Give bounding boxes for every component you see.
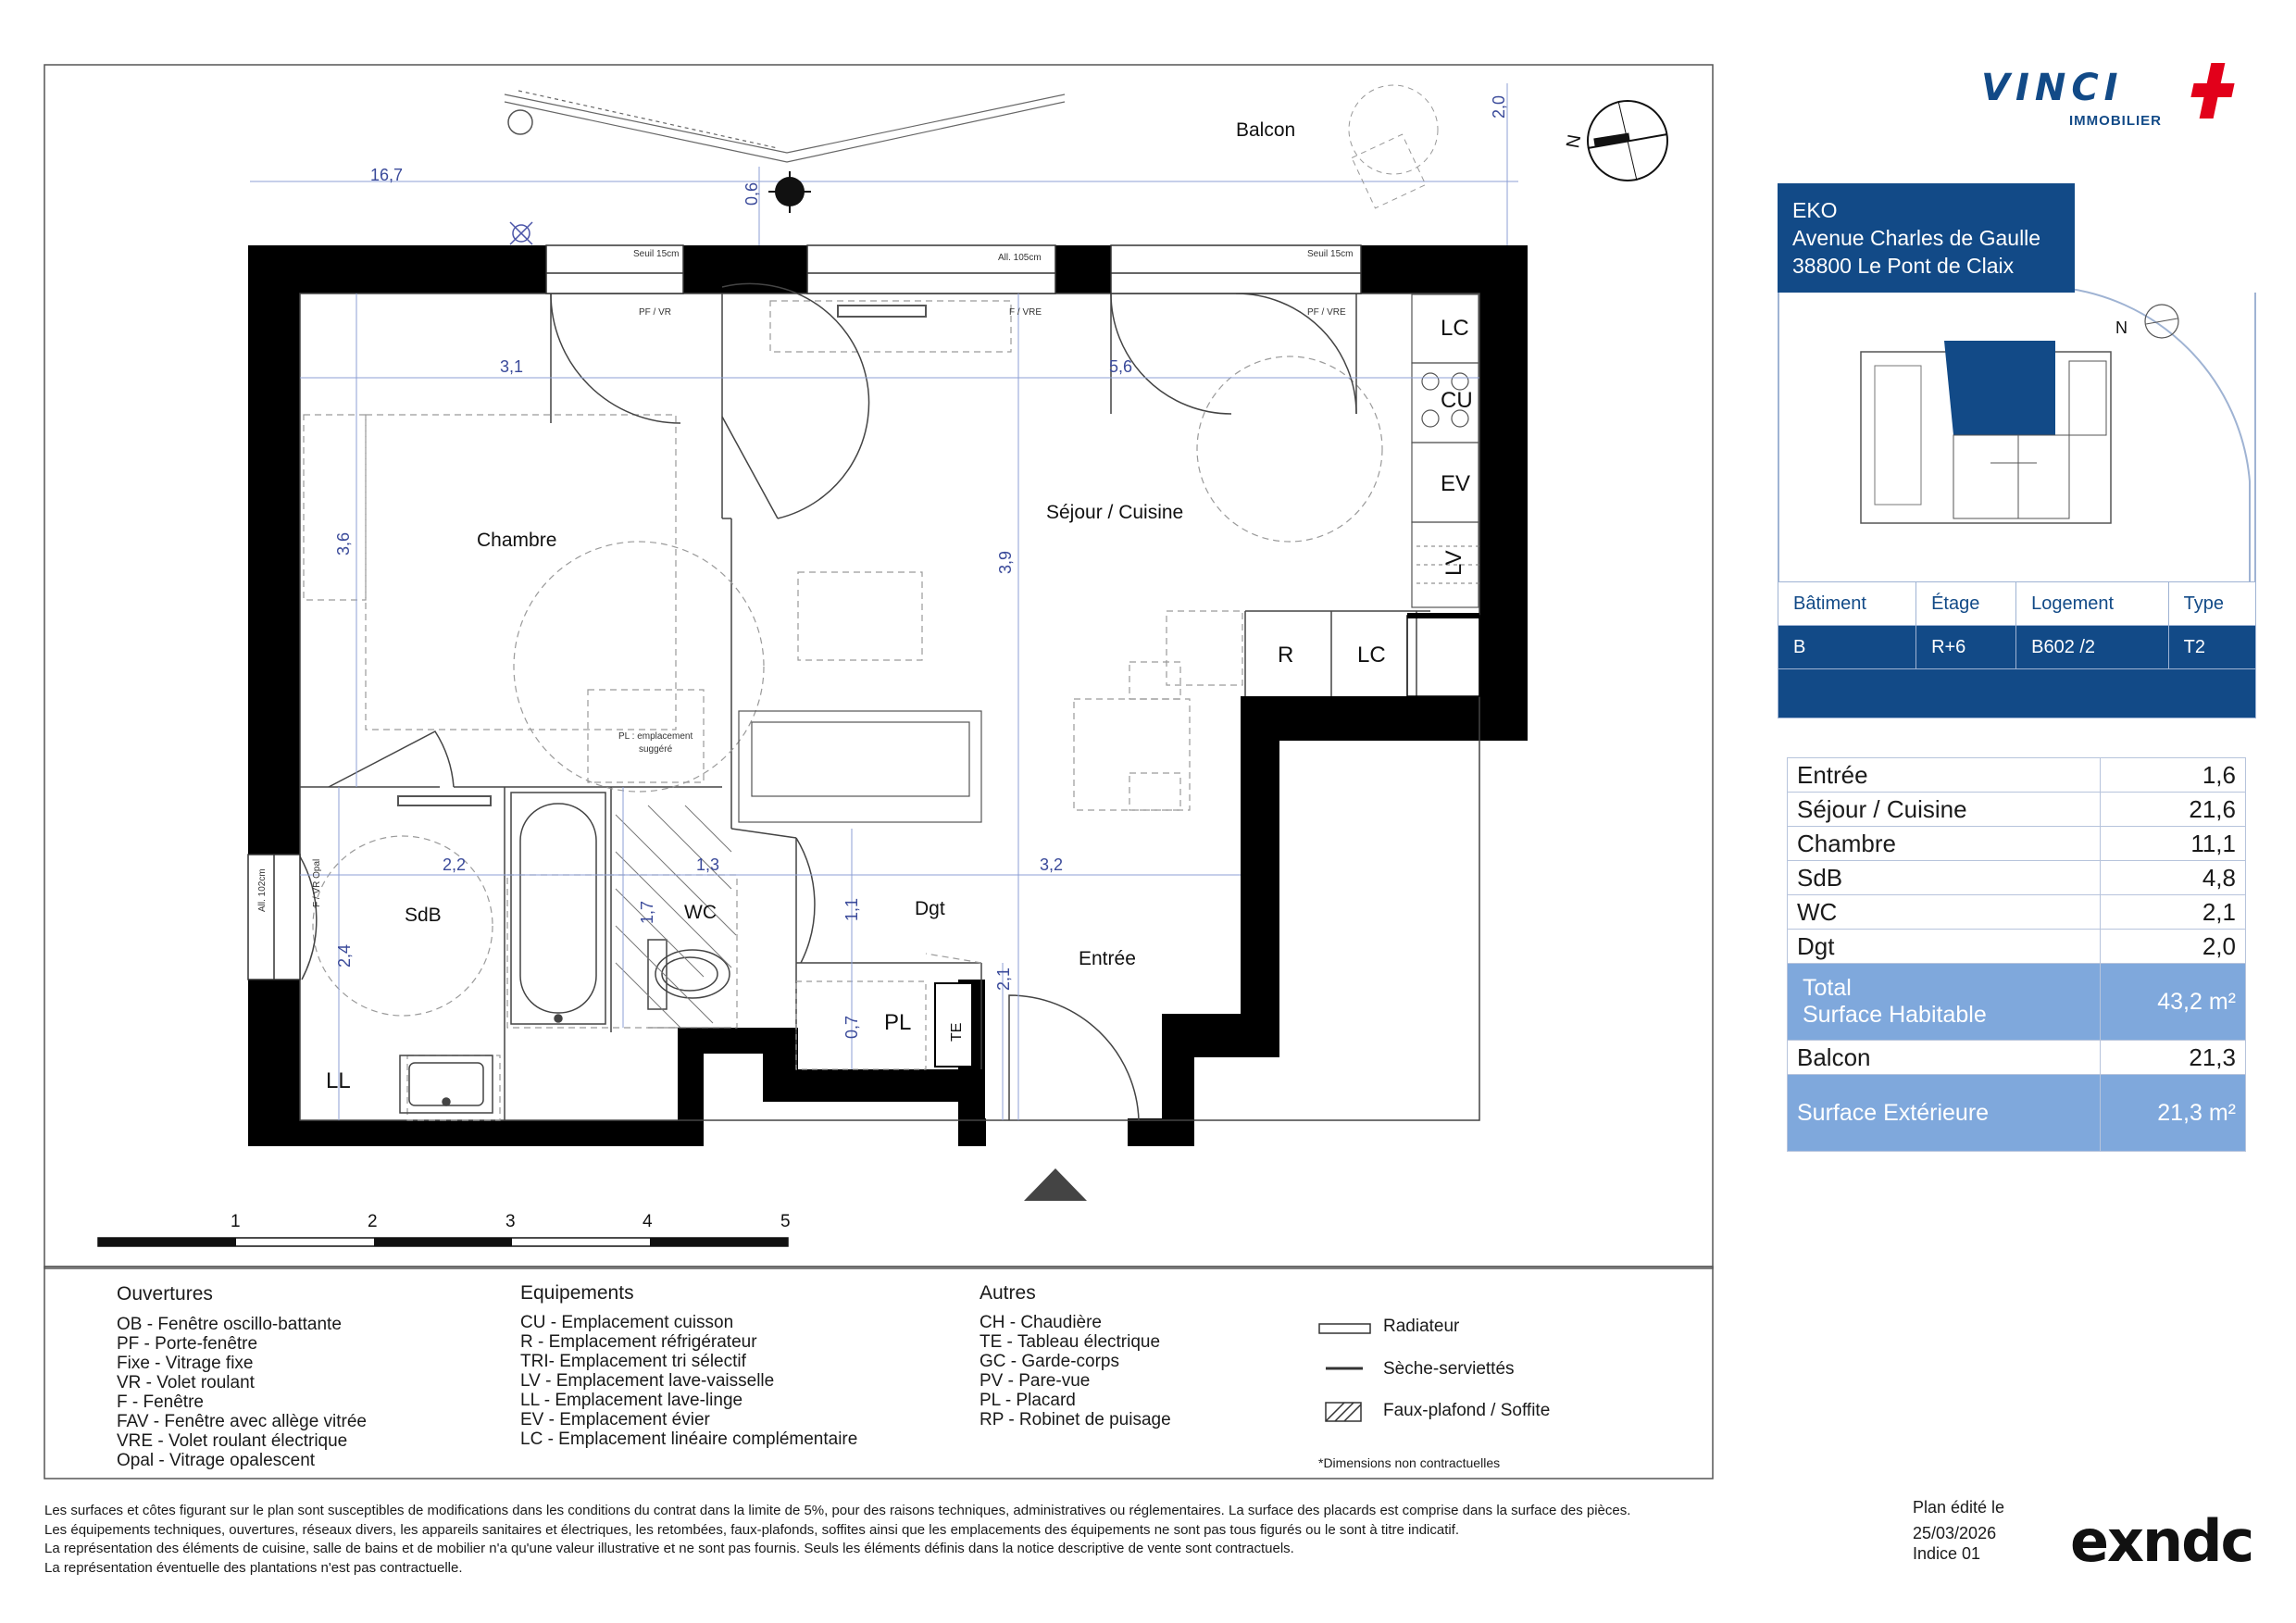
eq-ll: LL — [326, 1068, 351, 1093]
dim-1-3: 1,3 — [696, 855, 720, 874]
vinci-wordmark: VINCI — [1981, 67, 2124, 109]
eq-lc-2: LC — [1357, 643, 1386, 668]
note-fvre: F / VRE — [1009, 307, 1042, 318]
svg-text:2: 2 — [368, 1212, 378, 1231]
ext-label: Surface Extérieure — [1788, 1075, 2101, 1152]
info-header-logement: Logement — [2016, 582, 2169, 626]
ext-value: 21,3 m² — [2101, 1075, 2246, 1152]
legend-symbol-seche-serviettes: Sèche-serviettés — [1383, 1359, 1515, 1379]
area-row: SdB 4,8 — [1788, 861, 2246, 895]
room-balcon: Balcon — [1236, 119, 1296, 141]
note-pfvr: PF / VR — [639, 307, 672, 318]
note-all-105: All. 105cm — [998, 253, 1042, 263]
dim-3-6: 3,6 — [334, 531, 353, 556]
vinci-cross-icon — [2192, 63, 2233, 119]
legend-equipements-title: Equipements — [520, 1282, 634, 1304]
info-header-batiment: Bâtiment — [1778, 582, 1916, 626]
room-sdb: SdB — [405, 905, 442, 926]
windows — [248, 245, 1361, 980]
entrance-arrow-icon — [1024, 1168, 1087, 1201]
eq-cu: CU — [1441, 388, 1473, 413]
scale-bar — [98, 1212, 791, 1246]
project-address-2: 38800 Le Pont de Claix — [1792, 254, 2015, 278]
dim-2-0: 2,0 — [1490, 94, 1508, 119]
area-row: WC 2,1 — [1788, 895, 2246, 930]
project-box — [1778, 183, 2075, 293]
dimension-lines — [300, 83, 1507, 1120]
svg-text:N: N — [2115, 318, 2128, 337]
vinci-immobilier-label: IMMOBILIER — [2069, 113, 2162, 129]
area-ext-row — [1788, 1075, 2246, 1152]
dim-0-6: 0,6 — [742, 181, 761, 206]
note-all-102: All. 102cm — [257, 868, 268, 912]
area-row: Chambre 11,1 — [1788, 827, 2246, 861]
eq-ev: EV — [1441, 471, 1471, 496]
note-seuil-1: Seuil 15cm — [633, 249, 680, 259]
svg-text:3: 3 — [505, 1212, 516, 1231]
area-total-row — [1788, 964, 2246, 1041]
legend-ouvertures-list: OB - Fenêtre oscillo-battante PF - Porte-fenêtre Fixe - Vitrage fixe VR - Volet roulant F - Fenêtre FAV - Fenêtre avec allège vitrée VRE - Volet roulant électrique Opal - Vitrage opalescent — [117, 1315, 367, 1470]
wc-hatch — [616, 805, 736, 1028]
note-fvr-opal: F / VR Opal — [312, 858, 322, 907]
dim-3-1: 3,1 — [500, 357, 524, 376]
architect-wordmark: exndc — [2070, 1507, 2253, 1575]
eq-pl: PL — [884, 1010, 912, 1035]
dim-16-7: 16,7 — [370, 166, 404, 184]
room-dgt: Dgt — [915, 898, 945, 919]
room-entree: Entrée — [1079, 948, 1136, 969]
dim-note: *Dimensions non contractuelles — [1318, 1455, 1501, 1470]
legend-autres-list: CH - Chaudière TE - Tableau électrique GC - Garde-corps PV - Pare-vue PL - Placard RP - Robinet de puisage — [980, 1313, 1171, 1429]
note-pfvre: PF / VRE — [1307, 307, 1346, 318]
project-name: EKO — [1792, 198, 1838, 222]
plan-edited-label: Plan édité le — [1913, 1498, 2005, 1517]
eq-lv: LV — [1441, 550, 1466, 576]
area-balcon-row: Balcon 21,3 — [1788, 1041, 2246, 1075]
dim-2-4: 2,4 — [335, 943, 354, 968]
room-wc: WC — [684, 902, 717, 923]
plan-edited-block — [1913, 1494, 2004, 1561]
architect-logo — [2070, 1507, 2252, 1575]
light-marker — [510, 222, 532, 244]
eq-te: TE — [949, 1022, 965, 1042]
washbasin — [400, 1055, 493, 1113]
note-pl-2: suggéré — [639, 744, 673, 755]
dim-3-2: 3,2 — [1040, 855, 1064, 874]
plan-date: 25/03/2026 — [1913, 1524, 1997, 1542]
dim-1-7: 1,7 — [638, 900, 656, 924]
bathtub — [511, 793, 605, 1024]
info-value-logement: B602 /2 — [2016, 626, 2169, 669]
dim-2-1: 2,1 — [994, 967, 1013, 991]
info-header-etage: Étage — [1916, 582, 2016, 626]
note-seuil-2: Seuil 15cm — [1307, 249, 1354, 259]
doors — [300, 283, 1356, 1120]
plan-indice: Indice 01 — [1913, 1544, 1981, 1563]
note-pl-1: PL : emplacement — [618, 731, 693, 742]
room-chambre: Chambre — [477, 530, 557, 551]
area-table — [1787, 757, 2246, 1152]
sofa — [739, 711, 981, 822]
area-row: Dgt 2,0 — [1788, 930, 2246, 964]
svg-text:N: N — [1563, 132, 1586, 150]
legend-autres-title: Autres — [980, 1282, 1036, 1304]
dim-3-9: 3,9 — [996, 550, 1015, 574]
info-value-type: T2 — [2168, 626, 2255, 669]
dim-0-7: 0,7 — [842, 1015, 861, 1039]
total-value: 43,2 m² — [2101, 964, 2246, 1041]
balcony-outline — [250, 91, 1518, 181]
legend-ouvertures-title: Ouvertures — [117, 1283, 213, 1305]
total-label-1: Total — [1803, 975, 1852, 1001]
svg-text:5: 5 — [780, 1212, 791, 1231]
legend-equipements-list: CU - Emplacement cuisson R - Emplacement réfrigérateur TRI- Emplacement tri sélectif LV - Emplacement lave-vaisselle LL - Emplacement lave-linge EV - Emplacement évier LC - Emplacement linéaire complémentaire — [520, 1313, 858, 1449]
eq-lc-1: LC — [1441, 316, 1469, 341]
eq-r: R — [1278, 643, 1294, 668]
legend-symbol-faux-plafond: Faux-plafond / Soffite — [1383, 1401, 1551, 1420]
info-table — [1778, 581, 2256, 718]
info-value-batiment: B — [1778, 626, 1916, 669]
dim-1-1: 1,1 — [842, 897, 861, 921]
area-row: Séjour / Cuisine 21,6 — [1788, 793, 2246, 827]
disclaimer: Les surfaces et côtes figurant sur le plan sont susceptibles de modifications dans les conditions du contrat dans la limite de 5%, pour des raisons techniques, administratives ou réglementaires. La surface des placards est comprise dans la surface des pièces. Les équipements techniques, ouvertures, réseaux divers, les appareils sanitaires et électriques, les retombées, faux-plafonds, soffites ainsi que les emplacements des équipements ne sont pas tous figurés ou le sont à titre indicatif. La représentation des éléments de cuisine, salle de bains et de mobilier n'a qu'une valeur illustrative et ne sont pas fournis. Seuls les éléments définis dans la notice descriptive de vente sont contractuels. La représentation éventuelle des plantations n'est pas contractuelle. — [44, 1503, 1631, 1576]
room-sejour: Séjour / Cuisine — [1046, 502, 1184, 523]
info-header-type: Type — [2168, 582, 2255, 626]
area-row: Entrée 1,6 — [1788, 758, 2246, 793]
column-marker — [508, 110, 532, 134]
compass-icon — [1563, 101, 1667, 181]
vinci-logo — [1981, 63, 2240, 128]
svg-text:1: 1 — [231, 1212, 241, 1231]
svg-text:4: 4 — [643, 1212, 653, 1231]
dim-5-6: 5,6 — [1109, 357, 1133, 376]
project-address-1: Avenue Charles de Gaulle — [1792, 226, 2041, 250]
info-value-etage: R+6 — [1916, 626, 2016, 669]
total-label-2: Surface Habitable — [1803, 1002, 1987, 1028]
dim-2-2: 2,2 — [443, 855, 467, 874]
legend-symbol-radiateur: Radiateur — [1383, 1317, 1460, 1336]
legend-symbols — [1319, 1324, 1370, 1421]
